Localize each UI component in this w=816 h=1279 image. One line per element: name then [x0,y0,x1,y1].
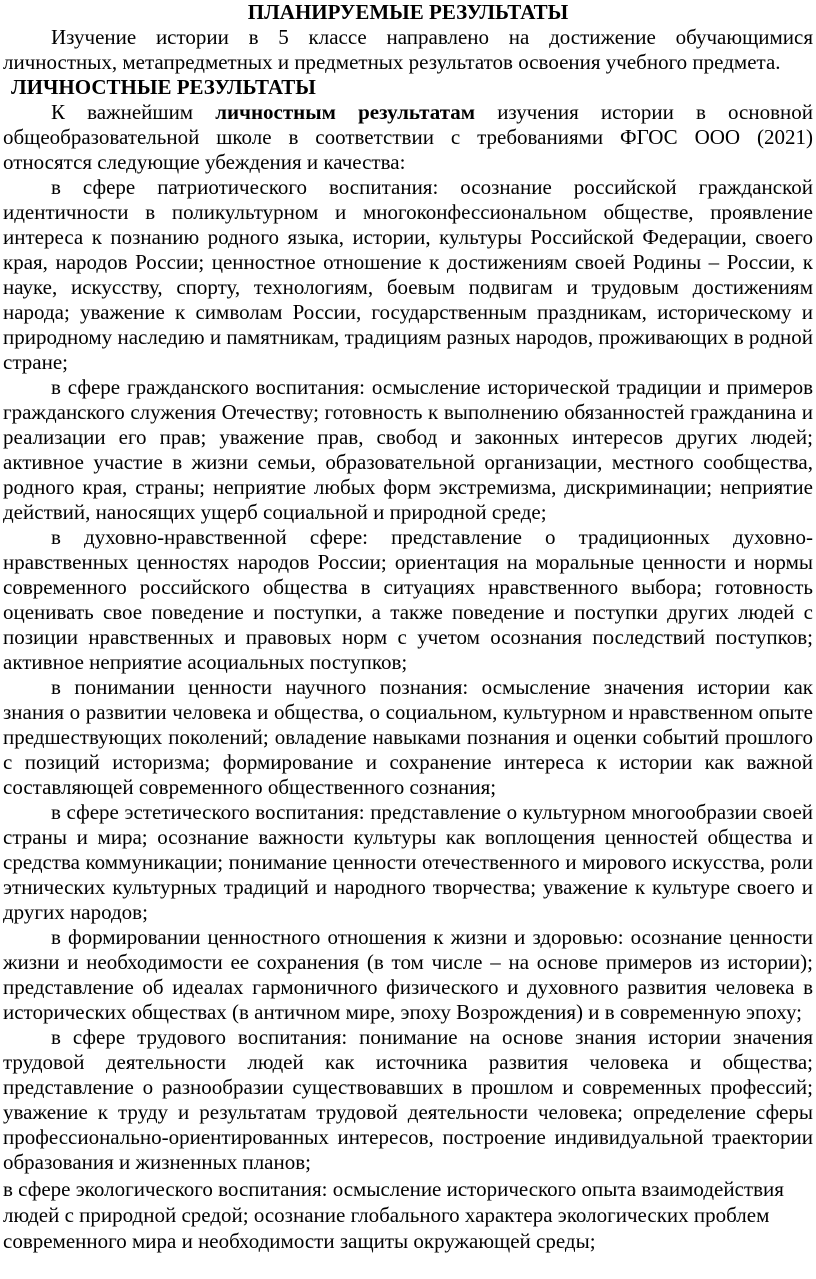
list-item-ecological: в сфере экологического воспитания: осмысление исторического опыта взаимодействия людей с природной средой; осознание глобального характера экологических проблем современного мира и необходимости защиты окружающей среды; [3,1177,784,1253]
list-item-labor: в сфере трудового воспитания: понимание на основе знания истории значения трудовой деятельности людей как источника развития человека и общества; представление о разнообразии существовавших в прошлом и современных профессий; уважение к труду и результатам трудовой деятельности человека; определение сферы профессионально-ориентированных интересов, построение индивидуальной траектории образования и жизненных планов; [3,1025,813,1174]
intro-paragraph: Изучение истории в 5 классе направлено на достижение обучающимися личностных, метапредметных и предметных результатов освоения учебного предмета. [3,25,813,74]
list-item-health: в формировании ценностного отношения к жизни и здоровью: осознание ценности жизни и необходимости ее сохранения (в том числе – на основе примеров из истории); представление об идеалах гармоничного физического и духовного развития человека в исторических обществах (в античном мире, эпоху Возрождения) и в современную эпоху; [3,925,813,1024]
list-item-patriotic: в сфере патриотического воспитания: осознание российской гражданской идентичности в поликультурном и многоконфессиональном обществе, проявление интереса к познанию родного языка, истории, культуры Российской Федерации, своего края, народов России; ценностное отношение к достижениям своей Родины – России, к науке, искусству, спорту, технологиям, боевым подвигам и трудовым достижениям народа; уважение к символам России, государственным праздникам, историческому и природному наследию и памятникам, традициям разных народов, проживающих в родной стране; [3,175,813,374]
lead-text-before: К важнейшим [51,100,216,124]
list-item-civic: в сфере гражданского воспитания: осмысление исторической традиции и примеров гражданского служения Отечеству; готовность к выполнению обязанностей гражданина и реализации его прав; уважение прав, свобод и законных интересов других людей; активное участие в жизни семьи, образовательной организации, местного сообщества, родного края, страны; неприятие любых форм экстремизма, дискриминации; неприятие действий, наносящих ущерб социальной и природной среде; [3,375,813,524]
lead-text-bold: личностным результатам [215,100,476,124]
list-item-aesthetic: в сфере эстетического воспитания: представление о культурном многообразии своей страны и мира; осознание важности культуры как воплощения ценностей общества и средства коммуникации; понимание ценности отечественного и мирового искусства, роли этнических культурных традиций и народного творчества; уважение к культуре своего и других народов; [3,800,813,924]
page-title: ПЛАНИРУЕМЫЕ РЕЗУЛЬТАТЫ [247,0,569,24]
section-heading: ЛИЧНОСТНЫЕ РЕЗУЛЬТАТЫ [11,75,316,99]
list-item-moral: в духовно-нравственной сфере: представление о традиционных духовно-нравственных ценностях народов России; ориентация на моральные ценности и нормы современного российского общества в ситуациях нравственного выбора; готовность оценивать свое поведение и поступки, а также поведение и поступки других людей с позиции нравственных и правовых норм с учетом осознания последствий поступков; активное неприятие асоциальных поступков; [3,525,813,674]
list-item-scientific: в понимании ценности научного познания: осмысление значения истории как знания о развитии человека и общества, о социальном, культурном и нравственном опыте предшествующих поколений; овладение навыками познания и оценки событий прошлого с позиций историзма; формирование и сохранение интереса к истории как важной составляющей современного общественного сознания; [3,675,813,799]
lead-paragraph [3,100,813,175]
lead-text-after: изучения истории в основной общеобразовательной школе в соответствии с требованиями ФГОС ООО (2021) относятся следующие убеждения и качества: [3,100,813,174]
